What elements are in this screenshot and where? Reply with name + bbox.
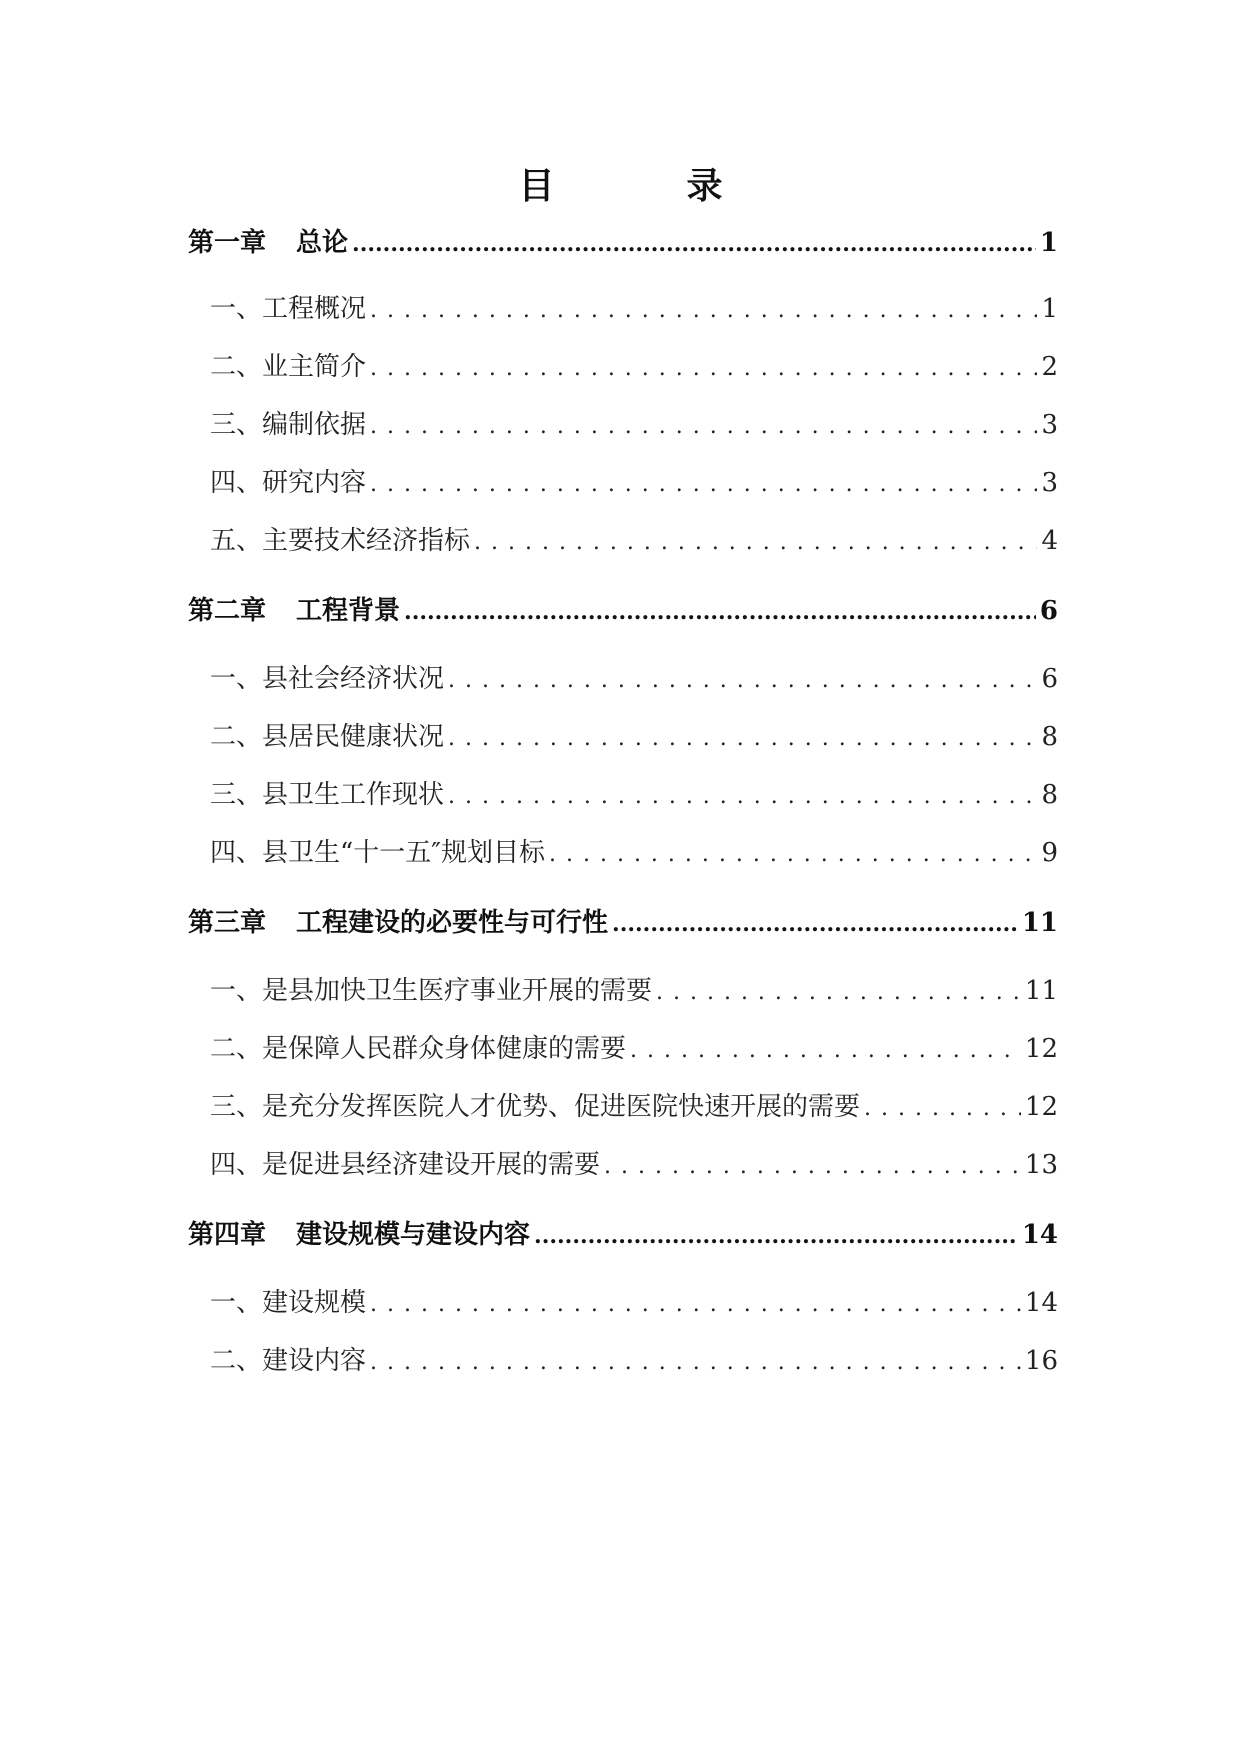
dot-leader bbox=[352, 228, 1036, 258]
section-title: 二、是保障人民群众身体健康的需要 bbox=[210, 1034, 627, 1064]
toc-section[interactable] bbox=[188, 774, 1058, 811]
toc-section[interactable] bbox=[188, 1144, 1058, 1181]
dot-leader bbox=[448, 722, 1037, 752]
toc-section[interactable] bbox=[188, 404, 1058, 441]
toc-section[interactable] bbox=[188, 520, 1058, 557]
toc-section[interactable] bbox=[188, 1282, 1058, 1319]
section-title: 一、是县加快卫生医疗事业开展的需要 bbox=[210, 976, 653, 1006]
section-title: 四、研究内容 bbox=[210, 468, 367, 498]
page-number: 13 bbox=[1024, 1150, 1058, 1180]
dot-leader bbox=[630, 1034, 1021, 1064]
chapter-number: 第三章 bbox=[188, 908, 267, 938]
page-number: 8 bbox=[1041, 780, 1058, 810]
section-title: 四、是促进县经济建设开展的需要 bbox=[210, 1150, 601, 1180]
dot-leader bbox=[448, 780, 1037, 810]
section-title: 一、县社会经济状况 bbox=[210, 664, 445, 694]
section-title: 二、县居民健康状况 bbox=[210, 722, 445, 752]
dot-leader bbox=[370, 352, 1037, 382]
page-number: 3 bbox=[1041, 468, 1058, 498]
dot-leader bbox=[549, 838, 1037, 868]
dot-leader bbox=[448, 664, 1037, 694]
chapter-title: 建设规模与建设内容 bbox=[296, 1220, 531, 1250]
toc-chapter[interactable] bbox=[188, 1214, 1058, 1251]
section-title: 三、县卫生工作现状 bbox=[210, 780, 445, 810]
chapter-title: 工程建设的必要性与可行性 bbox=[296, 908, 609, 938]
dot-leader bbox=[604, 1150, 1021, 1180]
page-number: 1 bbox=[1039, 228, 1058, 258]
dot-leader bbox=[404, 596, 1036, 626]
section-title: 三、是充分发挥医院人才优势、促进医院快速开展的需要 bbox=[210, 1092, 861, 1122]
page-number: 6 bbox=[1039, 596, 1058, 626]
page-title: 目 录 bbox=[518, 165, 771, 207]
section-title: 一、建设规模 bbox=[210, 1288, 367, 1318]
page-number: 11 bbox=[1021, 908, 1058, 938]
page-number: 3 bbox=[1041, 410, 1058, 440]
dot-leader bbox=[370, 1346, 1021, 1376]
toc-section[interactable] bbox=[188, 1028, 1058, 1065]
dot-leader bbox=[864, 1092, 1021, 1122]
page-number: 14 bbox=[1024, 1288, 1058, 1318]
page-number: 9 bbox=[1041, 838, 1058, 868]
toc-chapter[interactable] bbox=[188, 222, 1058, 259]
page-number: 16 bbox=[1024, 1346, 1058, 1376]
page-number: 12 bbox=[1024, 1034, 1058, 1064]
dot-leader bbox=[370, 468, 1037, 498]
page-number: 11 bbox=[1024, 976, 1058, 1006]
page-number: 2 bbox=[1041, 352, 1058, 382]
dot-leader bbox=[612, 908, 1018, 938]
toc-section[interactable] bbox=[188, 832, 1058, 869]
toc-section[interactable] bbox=[188, 462, 1058, 499]
toc-section[interactable] bbox=[188, 1340, 1058, 1377]
page-number: 4 bbox=[1041, 526, 1058, 556]
section-title: 二、业主简介 bbox=[210, 352, 367, 382]
section-title: 二、建设内容 bbox=[210, 1346, 367, 1376]
chapter-number: 第二章 bbox=[188, 596, 267, 626]
page-number: 14 bbox=[1021, 1220, 1058, 1250]
page-number: 6 bbox=[1041, 664, 1058, 694]
toc-chapter[interactable] bbox=[188, 590, 1058, 627]
section-title: 四、县卫生“十一五″规划目标 bbox=[210, 838, 546, 868]
chapter-number: 第四章 bbox=[188, 1220, 267, 1250]
toc-section[interactable] bbox=[188, 346, 1058, 383]
page-number: 12 bbox=[1024, 1092, 1058, 1122]
toc-chapter[interactable] bbox=[188, 902, 1058, 939]
chapter-title: 工程背景 bbox=[296, 596, 401, 626]
toc-section[interactable] bbox=[188, 716, 1058, 753]
dot-leader bbox=[534, 1220, 1018, 1250]
dot-leader bbox=[474, 526, 1037, 556]
dot-leader bbox=[370, 294, 1037, 324]
section-title: 五、主要技术经济指标 bbox=[210, 526, 471, 556]
dot-leader bbox=[370, 1288, 1021, 1318]
toc-section[interactable] bbox=[188, 658, 1058, 695]
toc-section[interactable] bbox=[188, 288, 1058, 325]
page-number: 8 bbox=[1041, 722, 1058, 752]
dot-leader bbox=[656, 976, 1021, 1006]
dot-leader bbox=[370, 410, 1037, 440]
page-number: 1 bbox=[1041, 294, 1058, 324]
toc-section[interactable] bbox=[188, 970, 1058, 1007]
section-title: 三、编制依据 bbox=[210, 410, 367, 440]
toc-section[interactable] bbox=[188, 1086, 1058, 1123]
chapter-number: 第一章 bbox=[188, 228, 267, 258]
chapter-title: 总论 bbox=[296, 228, 349, 258]
section-title: 一、工程概况 bbox=[210, 294, 367, 324]
